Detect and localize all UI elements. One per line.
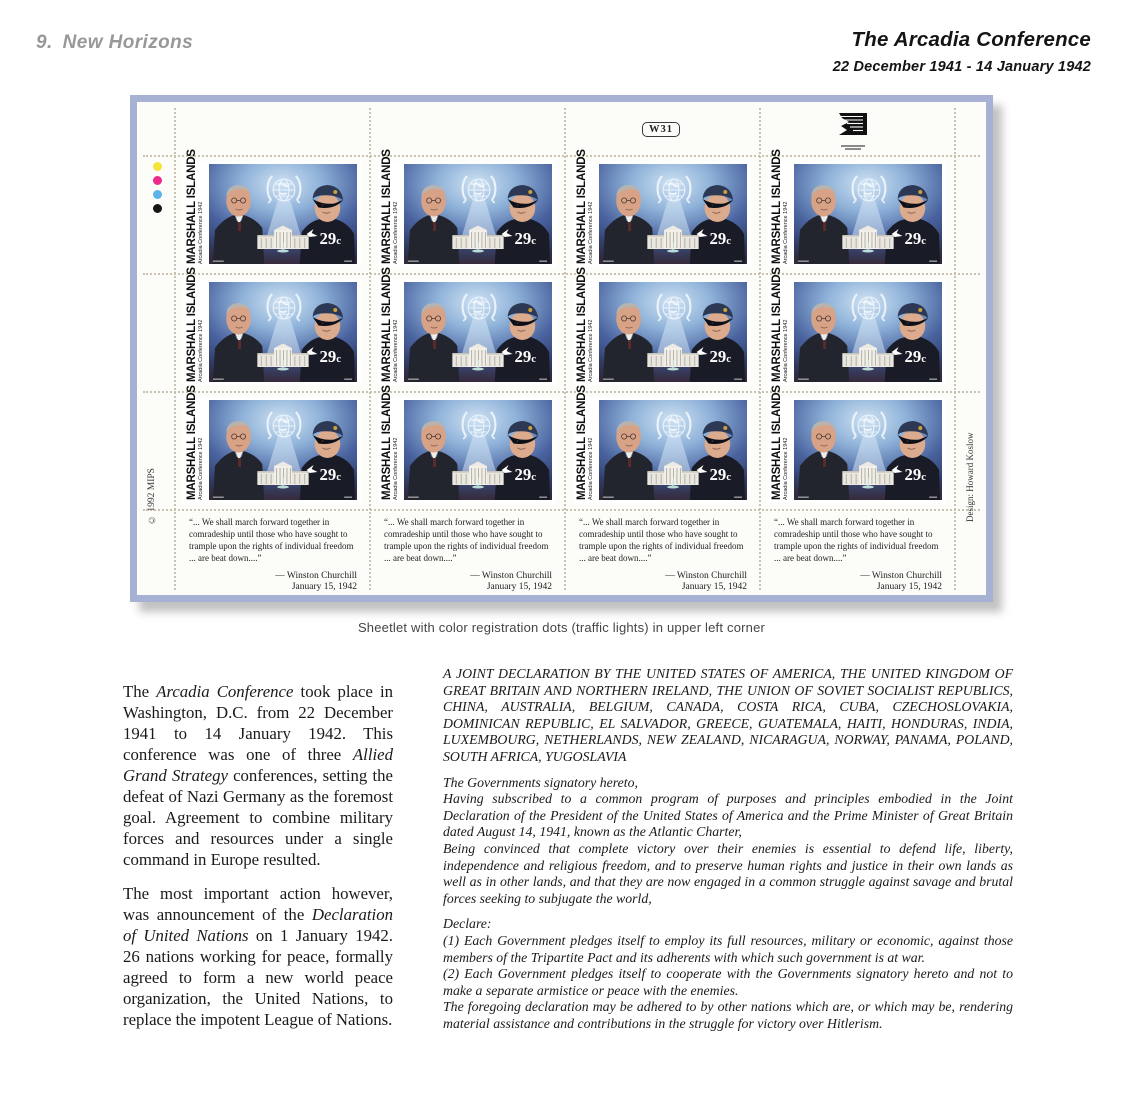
perforation-line [954, 108, 956, 590]
stamp-picture [404, 282, 552, 382]
stamp-picture [404, 400, 552, 500]
page-title: The Arcadia Conference [851, 28, 1091, 51]
stamp-picture [209, 164, 357, 264]
stamp-sheetlet-figure [130, 95, 993, 602]
printer-logo-icon [837, 112, 869, 150]
plate-microtext-right [929, 261, 937, 262]
stamp-denomination: 29c [904, 228, 926, 249]
stamp-artwork [599, 282, 747, 382]
stamp-picture [794, 400, 942, 500]
plate-microtext-left [212, 497, 223, 498]
stamp-country-label: MARSHALL ISLANDS [575, 267, 588, 382]
printer-microtext [845, 148, 861, 150]
stamp [768, 149, 946, 267]
stamp [183, 149, 361, 267]
stamp-artwork [209, 400, 357, 500]
stamp [378, 149, 556, 267]
chapter-title: New Horizons [62, 32, 194, 53]
stamp-country-label: MARSHALL ISLANDS [770, 385, 783, 500]
sheet-margin-quote [759, 509, 954, 595]
stamp-country-label: MARSHALL ISLANDS [380, 385, 393, 500]
stamp-series-label: Arcadia Conference 1942 [393, 201, 399, 264]
stamp-inscriptions [770, 149, 794, 264]
sheet-designer-credit: Design: Howard Koslow [965, 432, 975, 522]
stamp-artwork [794, 164, 942, 264]
declaration-line: (1) Each Government pledges itself to employ its full resources, military or economic, against those members of the Tripartite Pact and its adherents with which such government is at war. [443, 932, 1013, 965]
stamp-denomination: 29c [319, 346, 341, 367]
quote-attribution: — Winston Churchill [665, 570, 747, 581]
stamp-inscriptions [575, 267, 599, 382]
declaration-line: The Governments signatory hereto, [443, 774, 638, 790]
quote-attribution: — Winston Churchill [275, 570, 357, 581]
stamp-artwork [404, 282, 552, 382]
chapter-number: 9. [36, 32, 53, 53]
page-dates: 22 December 1941 - 14 January 1942 [832, 59, 1091, 75]
stamp-artwork [404, 164, 552, 264]
declaration-line: (2) Each Government pledges itself to cooperate with the Governments signatory hereto and not to make a separate armistice or peace with the enemies. [443, 966, 1013, 998]
plate-microtext-left [602, 261, 613, 262]
stamp-inscriptions [185, 149, 209, 264]
stamp-series-label: Arcadia Conference 1942 [783, 201, 789, 264]
title-block [833, 28, 1091, 75]
stamp-denomination: 29c [709, 346, 731, 367]
stamp [378, 267, 556, 385]
plate-microtext-right [539, 379, 547, 380]
quote-row [174, 509, 954, 595]
quote-attribution: — Winston Churchill [860, 570, 942, 581]
quote-date: January 15, 1942 [876, 581, 942, 592]
declaration-line: Declare: [443, 916, 492, 932]
churchill-quote-text: “... We shall march forward together in comradeship until those who have sought to trample upon the rights of individual freedom ... are beat down....” [384, 517, 549, 563]
stamp-denomination: 29c [514, 228, 536, 249]
stamp [183, 385, 361, 503]
stamp-denomination: 29c [514, 464, 536, 485]
stamp-picture [209, 282, 357, 382]
quote-date: January 15, 1942 [681, 581, 747, 592]
stamp-cell [369, 385, 564, 509]
stamp-country-label: MARSHALL ISLANDS [380, 267, 393, 382]
stamp-inscriptions [770, 267, 794, 382]
sheet-margin-quote [369, 509, 564, 595]
plate-microtext-right [344, 497, 352, 498]
plate-microtext-right [539, 261, 547, 262]
printer-microtext [841, 145, 865, 147]
stamp-inscriptions [575, 385, 599, 500]
stamp-inscriptions [575, 149, 599, 264]
plate-microtext-right [344, 379, 352, 380]
registration-dot-icon [153, 204, 162, 213]
stamp-series-label: Arcadia Conference 1942 [783, 319, 789, 382]
stamp-denomination: 29c [709, 228, 731, 249]
plate-microtext-right [929, 379, 937, 380]
plate-microtext-left [407, 497, 418, 498]
stamp [573, 149, 751, 267]
stamp-cell [174, 267, 369, 391]
plate-microtext-left [602, 379, 613, 380]
stamp-artwork [599, 164, 747, 264]
stamp-artwork [794, 282, 942, 382]
stamp-cell [369, 149, 564, 273]
stamp-cell [174, 149, 369, 273]
stamp-country-label: MARSHALL ISLANDS [575, 149, 588, 264]
stamp-series-label: Arcadia Conference 1942 [588, 201, 594, 264]
stamp-country-label: MARSHALL ISLANDS [185, 385, 198, 500]
stamp-picture [599, 400, 747, 500]
stamp-inscriptions [380, 385, 404, 500]
declaration-line: The foregoing declaration may be adhered to by other nations which are, or which may be, rendering material assistance and contributions in the struggle for victory over Hitlerism. [443, 999, 1013, 1031]
sheet-margin-quote [174, 509, 369, 595]
stamp-denomination: 29c [904, 346, 926, 367]
sheet-margin-quote [564, 509, 759, 595]
plate-microtext-right [734, 497, 742, 498]
stamp-inscriptions [185, 267, 209, 382]
stamp-series-label: Arcadia Conference 1942 [393, 319, 399, 382]
plate-microtext-right [734, 261, 742, 262]
plate-microtext-left [797, 497, 808, 498]
stamp-inscriptions [380, 149, 404, 264]
stamp-denomination: 29c [514, 346, 536, 367]
plate-microtext-left [407, 379, 418, 380]
plate-number-badge: W31 [642, 122, 680, 137]
declaration-line: Being convinced that complete victory over their enemies is essential to defend life, liberty, independence and religious freedom, and to preserve human rights and justice in their own lands as well as in other lands, and that they are now engaged in a common struggle against savage and brutal forces seeking to subjugate the world, [443, 840, 1013, 906]
stamp [573, 267, 751, 385]
plate-microtext-right [929, 497, 937, 498]
stamp-cell [174, 385, 369, 509]
stamp-cell [564, 385, 759, 509]
stamp-country-label: MARSHALL ISLANDS [770, 149, 783, 264]
stamp-series-label: Arcadia Conference 1942 [198, 201, 204, 264]
quote-attribution: — Winston Churchill [470, 570, 552, 581]
stamp-inscriptions [380, 267, 404, 382]
left-text-column [123, 681, 393, 1043]
stamp-series-label: Arcadia Conference 1942 [393, 437, 399, 500]
stamp-country-label: MARSHALL ISLANDS [575, 385, 588, 500]
stamp-denomination: 29c [709, 464, 731, 485]
stamp-sheetlet [137, 102, 986, 595]
plate-microtext-right [344, 261, 352, 262]
churchill-quote-text: “... We shall march forward together in comradeship until those who have sought to trample upon the rights of individual freedom ... are beat down....” [579, 517, 744, 563]
stamp-artwork [404, 400, 552, 500]
stamp-picture [599, 282, 747, 382]
stamp-series-label: Arcadia Conference 1942 [783, 437, 789, 500]
stamp-artwork [599, 400, 747, 500]
stamp-series-label: Arcadia Conference 1942 [588, 437, 594, 500]
declaration-preamble: A JOINT DECLARATION BY THE UNITED STATES OF AMERICA, THE UNITED KINGDOM OF GREAT BRITAIN AND NORTHERN IRELAND, THE UNION OF SOVIET SOCIALIST REPUBLICS, CHINA, AUSTRALIA, BELGIUM, CANADA, COSTA RICA, CUBA, CZECHOSLOVAKIA, DOMINICAN REPUBLIC, EL SALVADOR, GREECE, GUATEMALA, HAITI, HONDURAS, INDIA, LUXEMBOURG, NETHERLANDS, NEW ZEALAND, NICARAGUA, NORWAY, PANAMA, POLAND, SOUTH AFRICA, YUGOSLAVIA [443, 666, 1013, 764]
stamp-artwork [209, 164, 357, 264]
stamp [768, 385, 946, 503]
registration-dot-icon [153, 176, 162, 185]
stamp-country-label: MARSHALL ISLANDS [380, 149, 393, 264]
stamp [183, 267, 361, 385]
stamp-series-label: Arcadia Conference 1942 [198, 319, 204, 382]
stamp-inscriptions [770, 385, 794, 500]
registration-dot-icon [153, 190, 162, 199]
stamp-denomination: 29c [904, 464, 926, 485]
stamp-picture [794, 282, 942, 382]
paragraph: The most important action however, was announcement of the Declaration of United Nations on 1 January 1942. 26 nations working for peace, formally agreed to form a new world peace organization, the United Nations, to replace the impotent League of Nations. [123, 884, 393, 1029]
stamp-cell [369, 267, 564, 391]
plate-microtext-left [602, 497, 613, 498]
paragraph: The Arcadia Conference took place in Washington, D.C. from 22 December 1941 to 14 January 1942. This conference was one of three Allied Grand Strategy conferences, setting the defeat of Nazi Germany as the foremost goal. Agreement to combine military forces and resources under a single command in Europe resulted. [123, 682, 393, 869]
quote-date: January 15, 1942 [291, 581, 357, 592]
stamp-picture [794, 164, 942, 264]
stamp-country-label: MARSHALL ISLANDS [185, 267, 198, 382]
stamp-artwork [209, 282, 357, 382]
stamp-cell [759, 267, 954, 391]
stamp-picture [404, 164, 552, 264]
stamp [768, 267, 946, 385]
stamp-series-label: Arcadia Conference 1942 [198, 437, 204, 500]
churchill-quote-text: “... We shall march forward together in comradeship until those who have sought to trample upon the rights of individual freedom ... are beat down....” [774, 517, 939, 563]
stamp [378, 385, 556, 503]
chapter-heading [36, 32, 193, 54]
figure-caption: Sheetlet with color registration dots (traffic lights) in upper left corner [357, 620, 766, 635]
stamp-inscriptions [185, 385, 209, 500]
stamp-artwork [794, 400, 942, 500]
stamp-cell [759, 385, 954, 509]
stamp-denomination: 29c [319, 464, 341, 485]
plate-microtext-left [407, 261, 418, 262]
stamp-picture [209, 400, 357, 500]
churchill-quote-text: “... We shall march forward together in comradeship until those who have sought to trample upon the rights of individual freedom ... are beat down....” [189, 517, 354, 563]
registration-dot-icon [153, 162, 162, 171]
plate-microtext-right [539, 497, 547, 498]
printer-logo-glyph [837, 112, 869, 138]
plate-microtext-left [212, 379, 223, 380]
stamp-cell [759, 149, 954, 273]
stamp-denomination: 29c [319, 228, 341, 249]
plate-microtext-left [212, 261, 223, 262]
plate-microtext-left [797, 379, 808, 380]
quote-date: January 15, 1942 [486, 581, 552, 592]
stamp-cell [564, 267, 759, 391]
stamp-grid [174, 149, 954, 509]
stamp-cell [564, 149, 759, 273]
declaration-line: Having subscribed to a common program of purposes and principles embodied in the Joint Declaration of the President of the United States of America and the Prime Minister of Great Britain dated August 14, 1941, known as the Atlantic Charter, [443, 791, 1013, 840]
stamp [573, 385, 751, 503]
plate-microtext-left [797, 261, 808, 262]
stamp-picture [599, 164, 747, 264]
plate-microtext-right [734, 379, 742, 380]
registration-dots [153, 162, 162, 213]
stamp-series-label: Arcadia Conference 1942 [588, 319, 594, 382]
stamp-country-label: MARSHALL ISLANDS [185, 149, 198, 264]
sheet-copyright: © 1992 MIPS [147, 468, 157, 524]
stamp-country-label: MARSHALL ISLANDS [770, 267, 783, 382]
right-text-column [443, 666, 1013, 1032]
